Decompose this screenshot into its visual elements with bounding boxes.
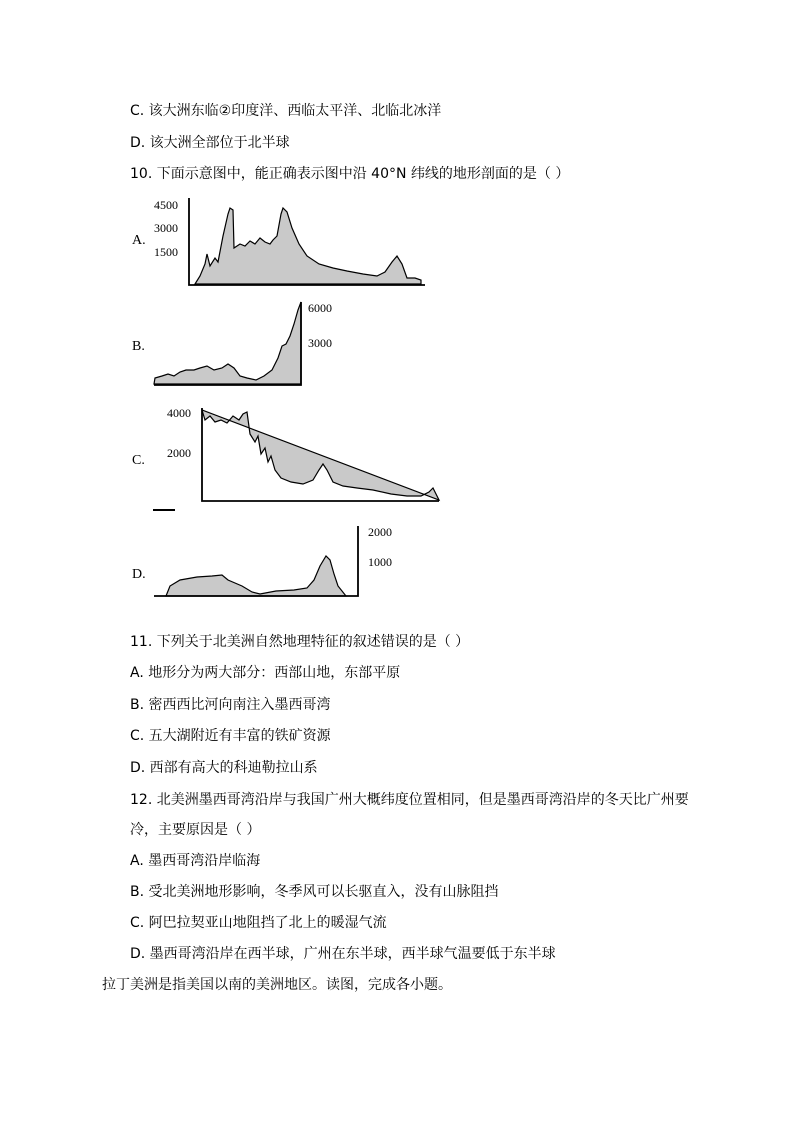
figure-c-stray-mark [153,509,175,511]
figure-c-tick-4000: 4000 [167,406,191,420]
figure-d-tick-1000: 1000 [368,555,392,569]
figure-d-terrain [166,556,346,596]
section-intro: 拉丁美洲是指美国以南的美洲地区。读图，完成各小题。 [102,977,452,993]
figure-a-tick-3000: 3000 [154,221,178,235]
q11-option-b: B. 密西西比河向南注入墨西哥湾 [130,697,331,713]
q12-option-a: A. 墨西哥湾沿岸临海 [130,853,261,869]
figure-c-label: C. [132,453,145,468]
figure-a-tick-4500: 4500 [154,198,178,212]
q11-option-c: C. 五大湖附近有丰富的铁矿资源 [130,728,331,744]
figure-b-label: B. [132,339,145,354]
q9-option-c: C. 该大洲东临②印度洋、西临太平洋、北临北冰洋 [130,103,442,119]
figure-b-terrain [154,302,301,384]
figure-d-label: D. [132,567,146,582]
q12-option-b: B. 受北美洲地形影响，冬季风可以长驱直入，没有山脉阻挡 [130,884,499,900]
q10-stem: 10. 下面示意图中，能正确表示图中沿 40°N 纬线的地形剖面的是（ ） [130,166,570,182]
figure-b-profile [152,300,307,390]
figure-b-tick-3000: 3000 [308,336,332,350]
figure-a-tick-1500: 1500 [154,245,178,259]
q12-stem-line2: 冷，主要原因是（ ） [130,822,261,838]
figure-d-profile [152,524,367,602]
figure-a-profile [185,196,430,290]
figure-d-tick-2000: 2000 [368,525,392,539]
figure-c-terrain [202,410,439,500]
q9-option-d: D. 该大洲全部位于北半球 [130,135,290,151]
figure-c-tick-2000: 2000 [167,446,191,460]
q11-stem: 11. 下列关于北美洲自然地理特征的叙述错误的是（ ） [130,634,470,650]
q12-option-c: C. 阿巴拉契亚山地阻挡了北上的暖湿气流 [130,915,387,931]
q12-option-d: D. 墨西哥湾沿岸在西半球，广州在东半球，西半球气温要低于东半球 [130,946,556,962]
figure-a-terrain [195,208,421,284]
q12-stem-line1: 12. 北美洲墨西哥湾沿岸与我国广州大概纬度位置相同，但是墨西哥湾沿岸的冬天比广州要 [130,792,689,808]
figure-a-label: A. [132,233,146,248]
q11-option-a: A. 地形分为两大部分：西部山地，东部平原 [130,665,401,681]
figure-b-tick-6000: 6000 [308,301,332,315]
q11-option-d: D. 西部有高大的科迪勒拉山系 [130,760,318,776]
figure-c-profile [195,406,445,510]
